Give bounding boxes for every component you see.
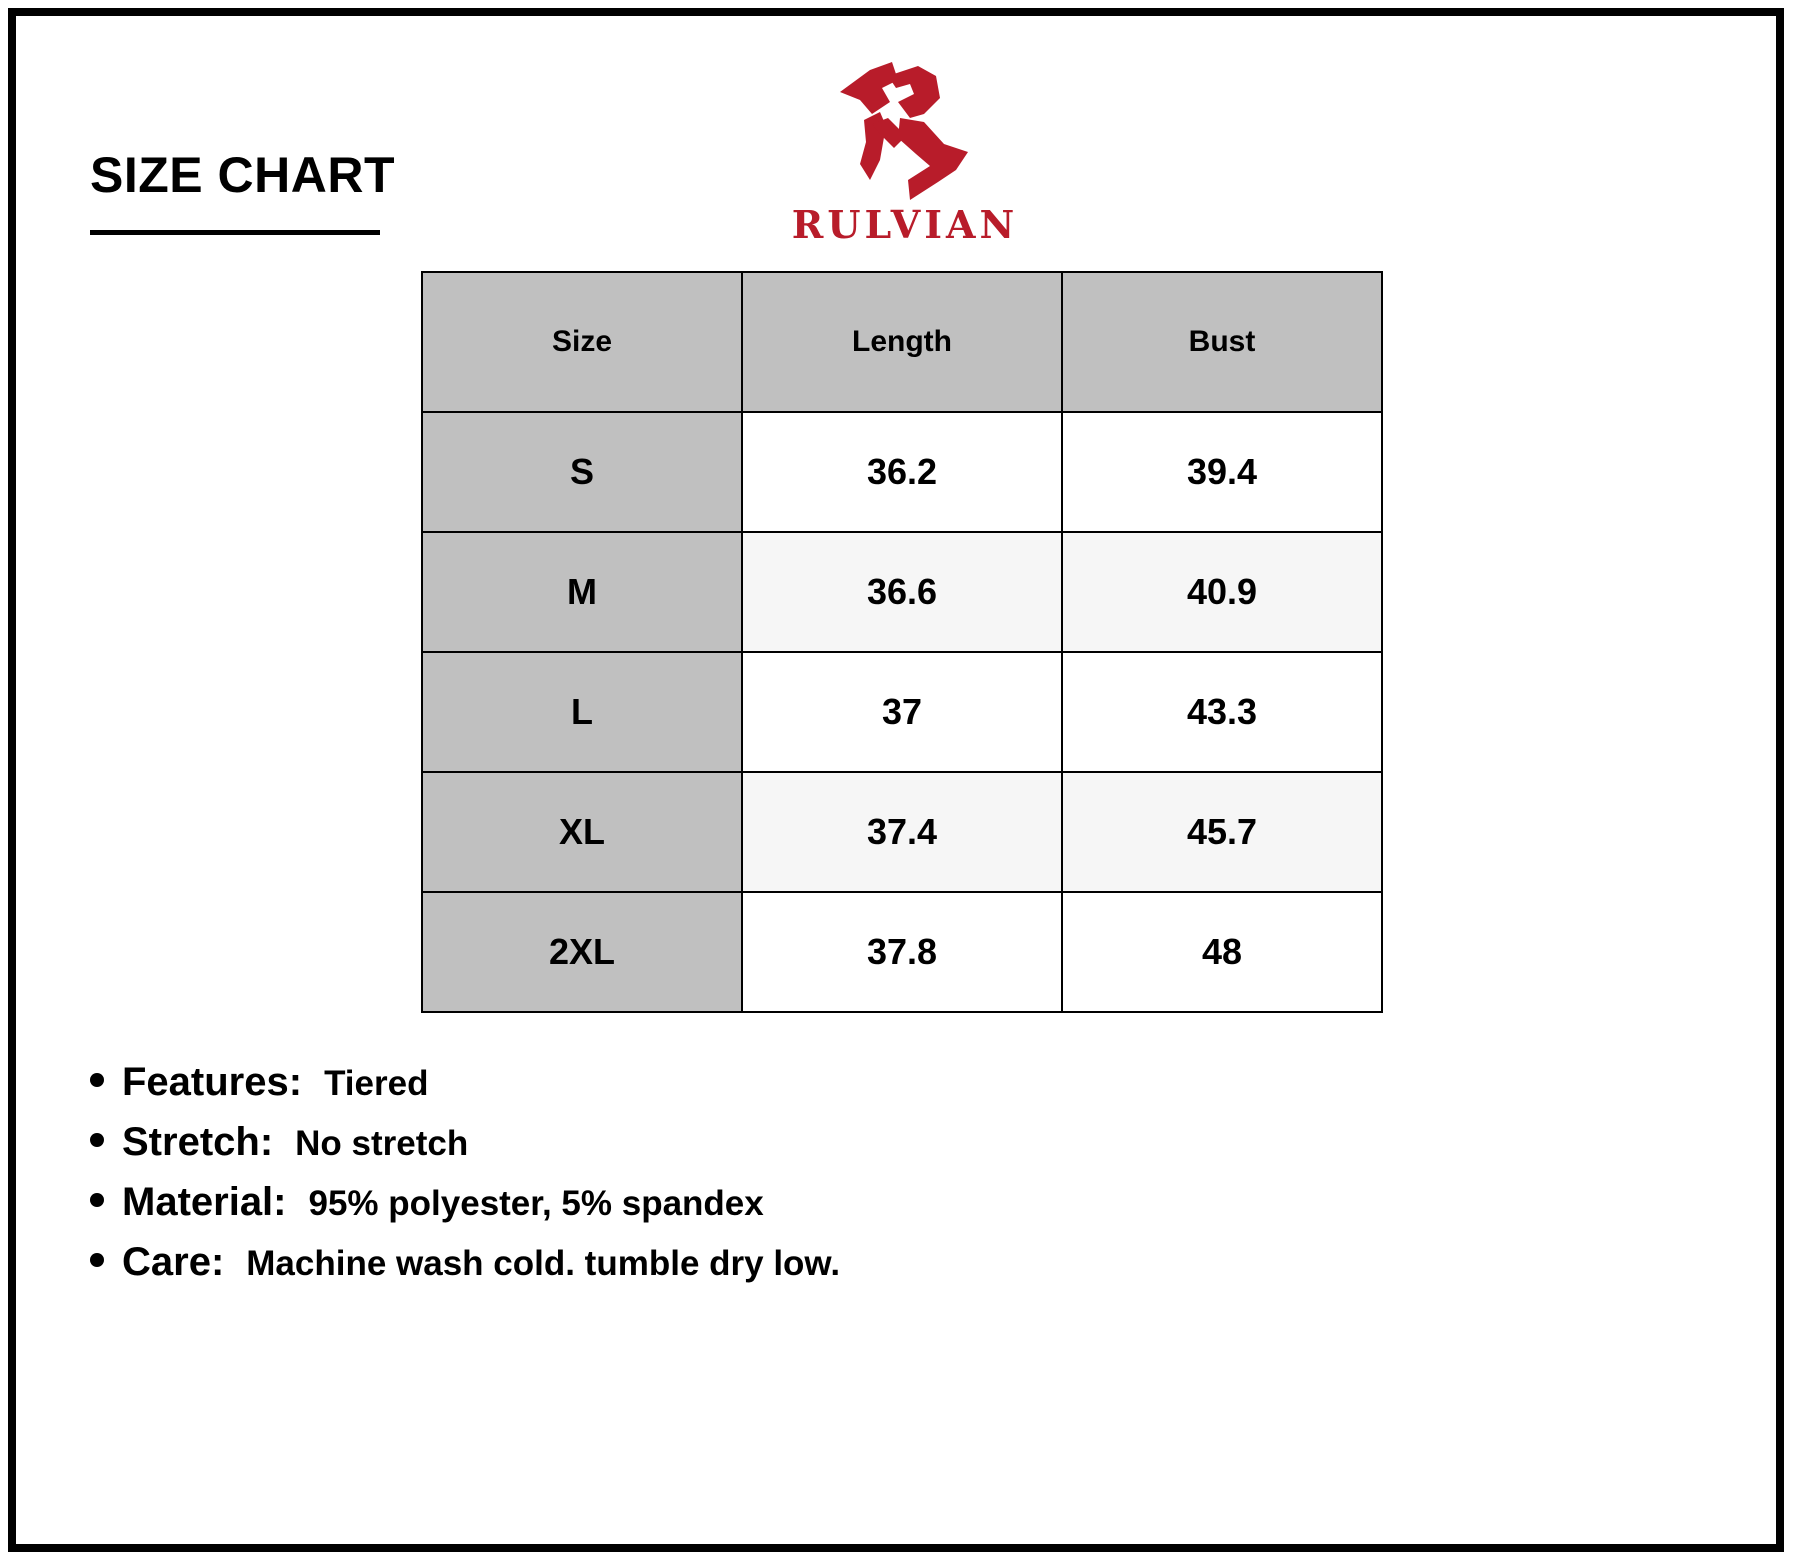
length-cell: 37.4	[742, 772, 1062, 892]
bullet-icon	[90, 1133, 104, 1147]
length-cell: 37.8	[742, 892, 1062, 1012]
table-row	[422, 532, 1382, 652]
table-row	[422, 892, 1382, 1012]
size-table	[421, 271, 1383, 1013]
spec-features	[90, 1060, 840, 1120]
size-cell: XL	[422, 772, 742, 892]
spec-label: Care:	[122, 1240, 225, 1284]
bust-cell: 40.9	[1062, 532, 1382, 652]
size-cell: 2XL	[422, 892, 742, 1012]
header-bust: Bust	[1062, 272, 1382, 412]
spec-care	[90, 1240, 840, 1300]
bust-cell: 39.4	[1062, 412, 1382, 532]
table-header-row	[422, 272, 1382, 412]
table-row	[422, 772, 1382, 892]
length-cell: 36.6	[742, 532, 1062, 652]
spec-value: Tiered	[324, 1064, 429, 1103]
bullet-icon	[90, 1073, 104, 1087]
product-specs-list	[90, 1060, 840, 1300]
spec-material	[90, 1180, 840, 1240]
length-cell: 37	[742, 652, 1062, 772]
spec-label: Features:	[122, 1060, 303, 1104]
bust-cell: 45.7	[1062, 772, 1382, 892]
brand-logo	[770, 62, 1040, 252]
header-size: Size	[422, 272, 742, 412]
spec-value: Machine wash cold. tumble dry low.	[246, 1244, 841, 1283]
table-row	[422, 412, 1382, 532]
size-cell: M	[422, 532, 742, 652]
bust-cell: 48	[1062, 892, 1382, 1012]
page-title: SIZE CHART	[90, 147, 395, 203]
spec-stretch	[90, 1120, 840, 1180]
title-underline	[90, 230, 380, 235]
spec-value: 95% polyester, 5% spandex	[308, 1184, 764, 1223]
rulvian-r-logo-icon	[840, 62, 970, 200]
bust-cell: 43.3	[1062, 652, 1382, 772]
brand-name: RULVIAN	[791, 202, 1019, 247]
length-cell: 36.2	[742, 412, 1062, 532]
spec-value: No stretch	[295, 1124, 469, 1163]
spec-label: Material:	[122, 1180, 287, 1224]
size-cell: S	[422, 412, 742, 532]
bullet-icon	[90, 1253, 104, 1267]
bullet-icon	[90, 1193, 104, 1207]
size-cell: L	[422, 652, 742, 772]
table-row	[422, 652, 1382, 772]
header-length: Length	[742, 272, 1062, 412]
spec-label: Stretch:	[122, 1120, 274, 1164]
